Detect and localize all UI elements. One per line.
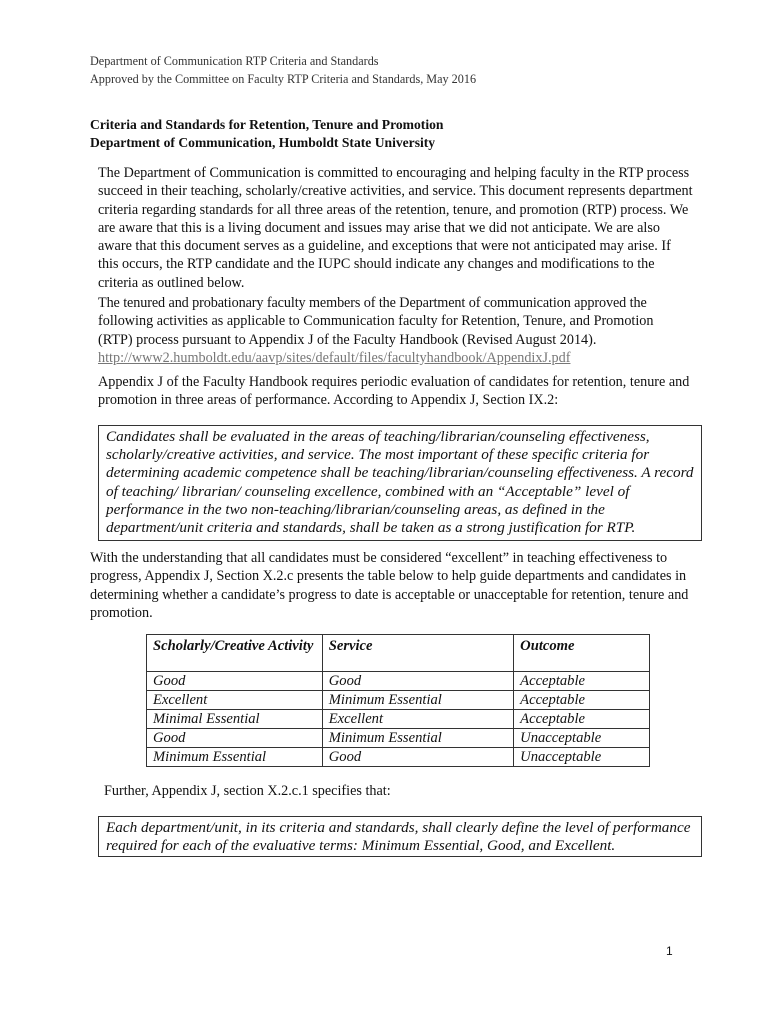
document-title: [90, 116, 443, 152]
cell-outcome: Unacceptable: [514, 748, 650, 767]
cell-scholarly: Good: [147, 672, 323, 691]
table-row: [147, 672, 650, 691]
quote-line: Candidates shall be evaluated in the areas of teaching/librarian/counseling effectiveness,: [106, 428, 650, 445]
approval-paragraph: [98, 294, 653, 367]
cell-outcome: Unacceptable: [514, 729, 650, 748]
document-header: [90, 52, 476, 88]
cell-service: Excellent: [322, 710, 513, 729]
table-row: [147, 729, 650, 748]
further-text: Further, Appendix J, section X.2.c.1 specifies that:: [104, 783, 391, 799]
cell-service: Good: [322, 748, 513, 767]
quote-line: scholarly/creative activities, and service. The most important of these specific criteria for: [106, 446, 650, 464]
quote-line: Each department/unit, in its criteria and standards, shall clearly define the level of performance: [106, 819, 691, 836]
quote-box-evaluative-terms: [98, 816, 702, 857]
column-header-service: Service: [322, 635, 513, 672]
table-row: [147, 748, 650, 767]
column-header-scholarly: Scholarly/Creative Activity: [147, 635, 323, 672]
header-line-1: Department of Communication RTP Criteria and Standards: [90, 54, 379, 68]
text-line: are aware that this is a living document and issues may arise that we did not anticipate. We are also: [98, 219, 660, 236]
page-number: 1: [666, 944, 673, 958]
appendix-j-link[interactable]: http://www2.humboldt.edu/aavp/sites/default/files/facultyhandbook/AppendixJ.pdf: [98, 349, 571, 366]
text-line: criteria as outlined below.: [98, 274, 245, 291]
quote-line: department/unit criteria and standards, shall be taken as a strong justification for RTP.: [106, 519, 636, 537]
quote-line: required for each of the evaluative terms: Minimum Essential, Good, and Excellent.: [106, 837, 616, 855]
quote-line: of teaching/ librarian/ counseling excellence, combined with an “Acceptable” level of: [106, 482, 630, 500]
quote-box-evaluation: [98, 425, 702, 541]
quote-line: determining academic competence shall be teaching/librarian/counseling effectiveness. A record: [106, 464, 694, 482]
cell-outcome: Acceptable: [514, 691, 650, 710]
text-line: this occurs, the RTP candidate and the IUPC should indicate any changes and modifications to the: [98, 256, 655, 273]
cell-service: Minimum Essential: [322, 691, 513, 710]
cell-outcome: Acceptable: [514, 672, 650, 691]
title-line-2: Department of Communication, Humboldt State University: [90, 135, 436, 150]
text-line: succeed in their teaching, scholarly/creative activities, and service. This document represents department: [98, 183, 693, 200]
text-line: following activities as applicable to Communication faculty for Retention, Tenure, and Promotion: [98, 313, 654, 330]
table-row: [147, 691, 650, 710]
appendix-paragraph: [98, 373, 689, 410]
text-line: progress, Appendix J, Section X.2.c presents the table below to help guide departments and candidates in: [90, 568, 687, 585]
cell-scholarly: Minimal Essential: [147, 710, 323, 729]
text-line: criteria regarding standards for all three areas of the retention, tenure, and promotion (RTP) process. We: [98, 201, 689, 218]
text-line: Appendix J of the Faculty Handbook requires periodic evaluation of candidates for retention, tenure and: [98, 374, 690, 390]
text-line: The tenured and probationary faculty members of the Department of communication approved the: [98, 295, 647, 311]
progress-paragraph: [90, 549, 688, 622]
cell-outcome: Acceptable: [514, 710, 650, 729]
text-line: The Department of Communication is committed to encouraging and helping faculty in the RTP process: [98, 165, 690, 181]
column-header-outcome: Outcome: [514, 635, 650, 672]
cell-scholarly: Good: [147, 729, 323, 748]
text-line: promotion in three areas of performance. According to Appendix J, Section IX.2:: [98, 392, 559, 409]
text-line: With the understanding that all candidates must be considered “excellent” in teaching effectiveness to: [90, 550, 668, 566]
header-line-2: Approved by the Committee on Faculty RTP Criteria and Standards, May 2016: [90, 72, 477, 86]
quote-line: performance in the two non-teaching/librarian/counseling areas, as defined in the: [106, 500, 605, 518]
cell-scholarly: Excellent: [147, 691, 323, 710]
cell-service: Good: [322, 672, 513, 691]
text-line: (RTP) process pursuant to Appendix J of the Faculty Handbook (Revised August 2014).: [98, 331, 597, 348]
title-line-1: Criteria and Standards for Retention, Tenure and Promotion: [90, 117, 444, 132]
cell-service: Minimum Essential: [322, 729, 513, 748]
text-line: determining whether a candidate’s progress to date is acceptable or unacceptable for retention, tenure and: [90, 586, 689, 603]
text-line: promotion.: [90, 604, 153, 621]
table-header-row: [147, 635, 650, 672]
table-row: [147, 710, 650, 729]
cell-scholarly: Minimum Essential: [147, 748, 323, 767]
outcome-table: [146, 634, 650, 767]
intro-paragraph: [98, 164, 693, 292]
text-line: aware that this document serves as a guideline, and exceptions that were not anticipated may arise. If: [98, 238, 671, 255]
